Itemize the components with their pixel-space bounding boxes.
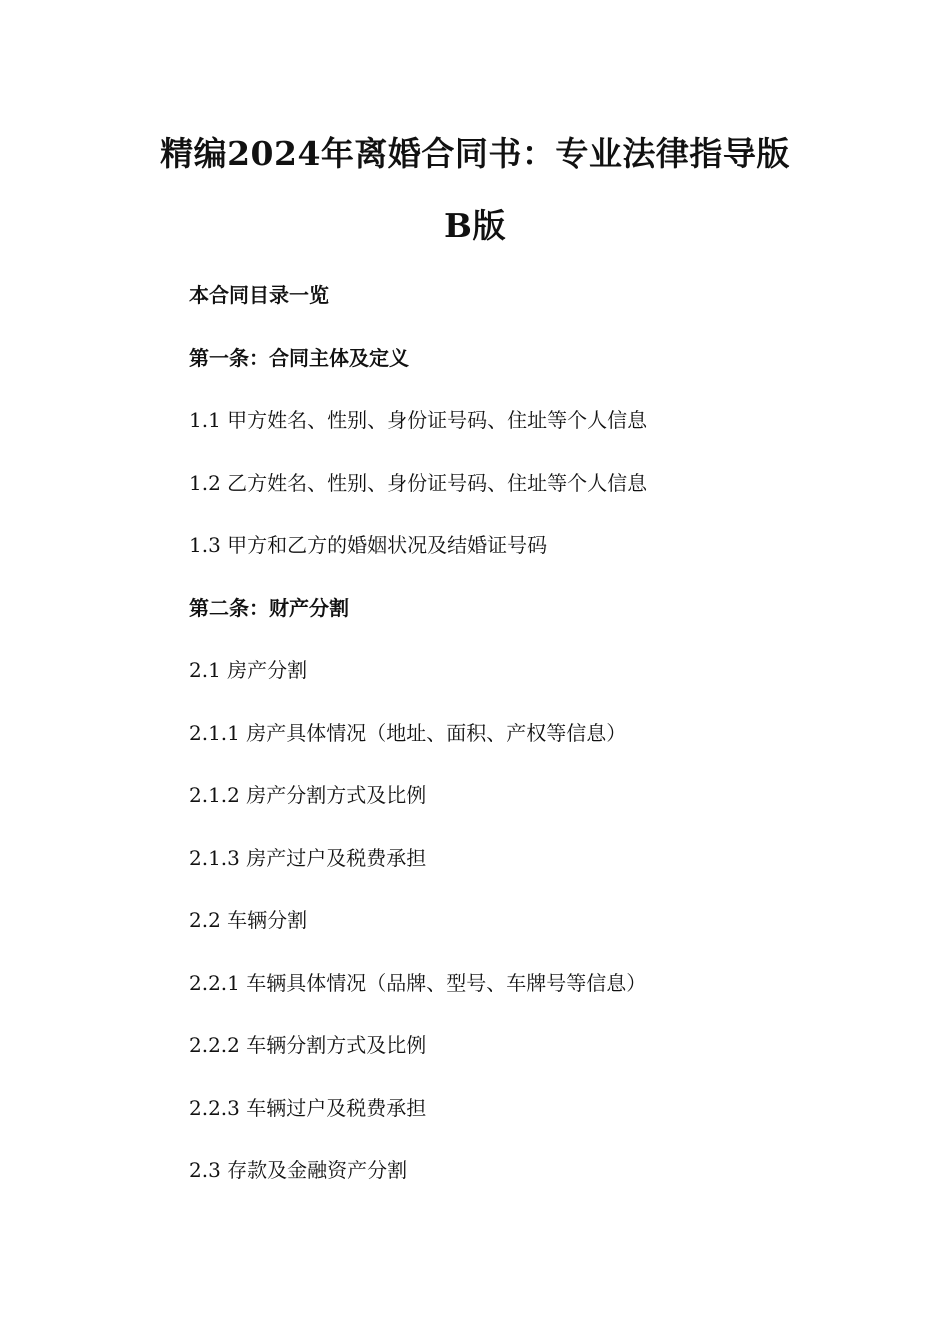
toc-entries: [189, 343, 829, 1218]
toc-section-heading: 第二条：财产分割: [189, 595, 349, 620]
toc-item: 2.1 房产分割: [189, 658, 308, 682]
toc-item: 2.2 车辆分割: [189, 908, 308, 932]
toc-item: 2.2.1 车辆具体情况（品牌、型号、车牌号等信息）: [189, 970, 647, 995]
toc-item: 2.1.1 房产具体情况（地址、面积、产权等信息）: [189, 720, 627, 745]
document-title-line2: B版: [444, 206, 506, 245]
toc-item: 2.1.2 房产分割方式及比例: [189, 783, 427, 807]
toc-section-heading: 第一条：合同主体及定义: [189, 345, 409, 370]
toc-item: 2.2.2 车辆分割方式及比例: [189, 1033, 427, 1057]
toc-item: 2.3 存款及金融资产分割: [189, 1158, 408, 1182]
document-title-line1: 精编2024年离婚合同书：专业法律指导版: [160, 134, 790, 173]
toc-item: 1.2 乙方姓名、性别、身份证号码、住址等个人信息: [189, 470, 648, 495]
toc-item: 1.1 甲方姓名、性别、身份证号码、住址等个人信息: [189, 408, 648, 432]
toc-item: 2.2.3 车辆过户及税费承担: [189, 1095, 427, 1120]
toc-heading: 本合同目录一览: [189, 283, 329, 307]
toc-item: 2.1.3 房产过户及税费承担: [189, 845, 427, 870]
toc-item: 1.3 甲方和乙方的婚姻状况及结婚证号码: [189, 533, 548, 557]
table-of-contents: [189, 280, 829, 1218]
